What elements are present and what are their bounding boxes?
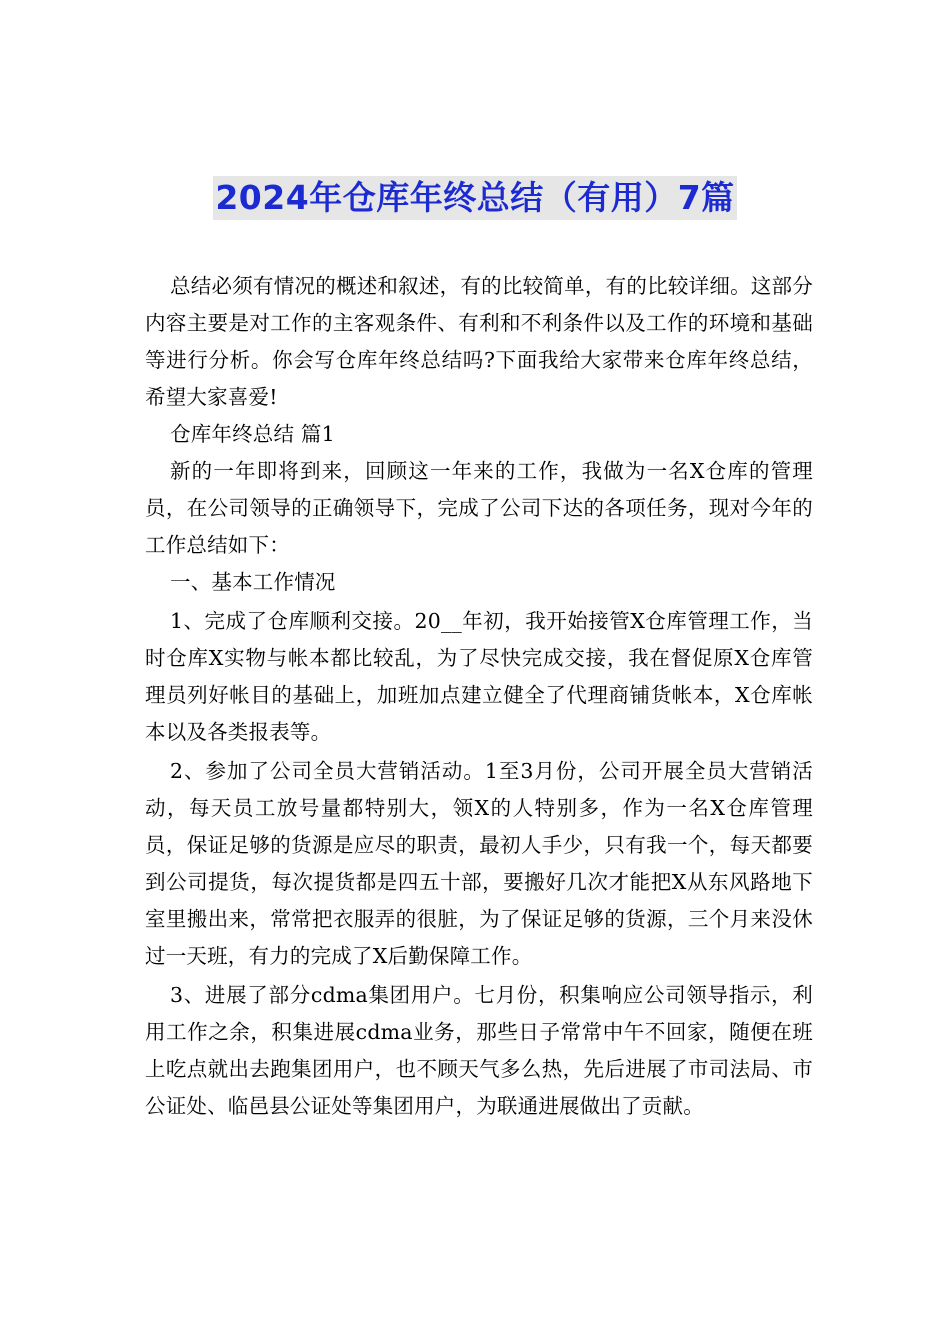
document-body — [145, 268, 813, 1125]
section-heading-1: 仓库年终总结 篇1 — [170, 422, 335, 446]
body-paragraph: 3、进展了部分cdma集团用户。七月份，积集响应公司领导指示，利用工作之余，积集进展cdma业务，那些日子常常中午不回家，随便在班上吃点就出去跑集团用户，也不顾天气多么热，先后进展了市司法局、市公证处、临邑县公证处等集团用户，为联通进展做出了贡献。 — [145, 983, 813, 1118]
intro-paragraph: 总结必须有情况的概述和叙述，有的比较简单，有的比较详细。这部分内容主要是对工作的主客观条件、有利和不利条件以及工作的环境和基础等进行分析。你会写仓库年终总结吗?下面我给大家带来仓库年终总结，希望大家喜爱! — [145, 274, 813, 409]
body-paragraph: 新的一年即将到来，回顾这一年来的工作，我做为一名X仓库的管理员，在公司领导的正确领导下，完成了公司下达的各项任务，现对今年的工作总结如下： — [145, 459, 813, 557]
title-container — [0, 176, 950, 220]
document-title: 2024年仓库年终总结（有用）7篇 — [213, 176, 736, 220]
body-paragraph: 1、完成了仓库顺利交接。20__年初，我开始接管X仓库管理工作，当时仓库X实物与帐本都比较乱，为了尽快完成交接，我在督促原X仓库管理员列好帐目的基础上，加班加点建立健全了代理商铺货帐本，X仓库帐本以及各类报表等。 — [145, 609, 813, 744]
body-paragraph: 2、参加了公司全员大营销活动。1至3月份，公司开展全员大营销活动，每天员工放号量都特别大，领X的人特别多，作为一名X仓库管理员，保证足够的货源是应尽的职责，最初人手少，只有我一个，每天都要到公司提货，每次提货都是四五十部，要搬好几次才能把X从东风路地下室里搬出来，常常把衣服弄的很脏，为了保证足够的货源，三个月来没休过一天班，有力的完成了X后勤保障工作。 — [145, 759, 813, 968]
subsection-heading: 一、基本工作情况 — [170, 570, 336, 594]
